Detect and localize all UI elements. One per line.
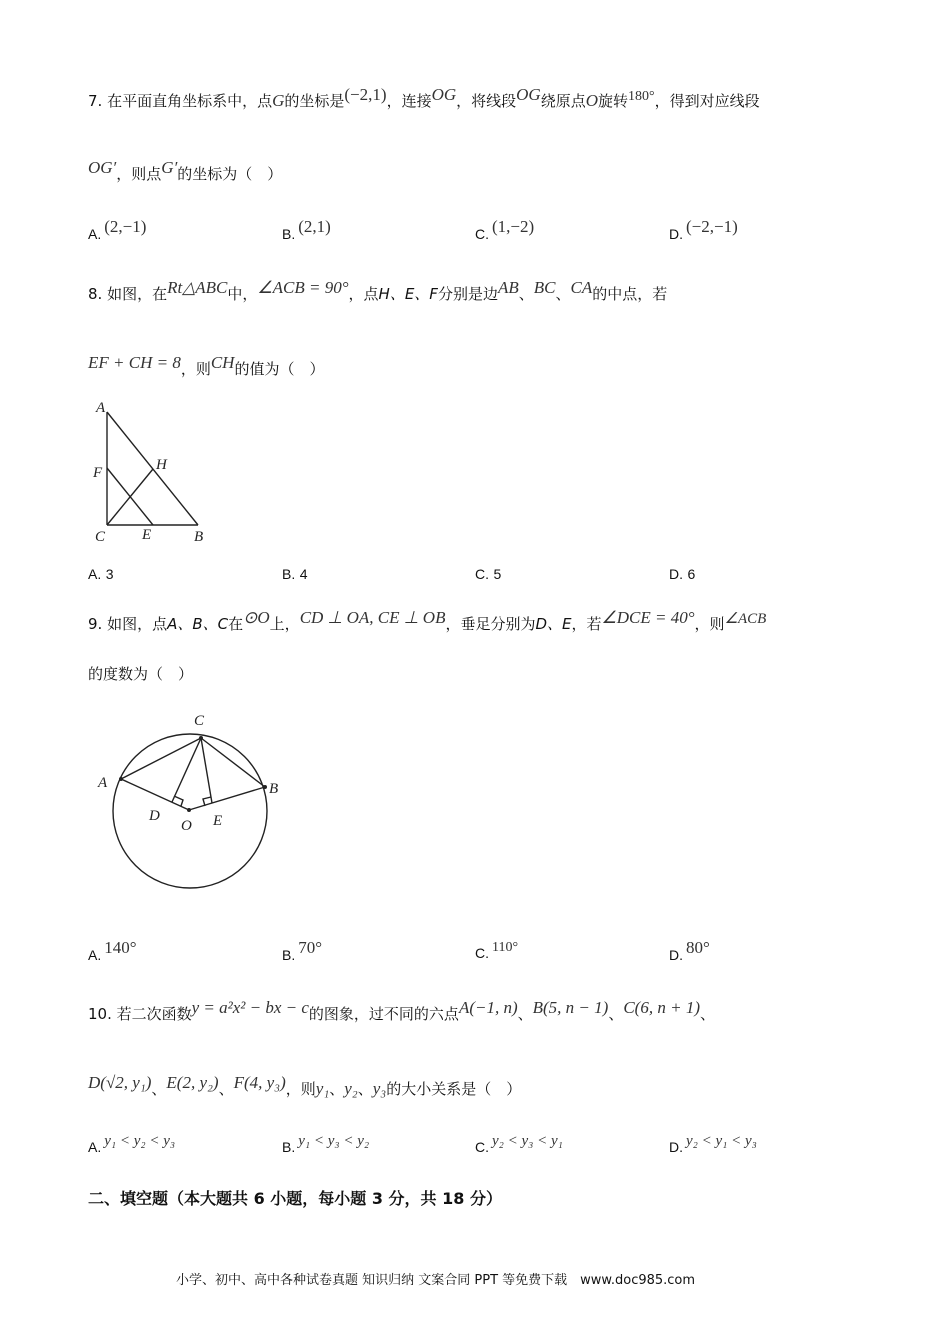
- label-d: D: [149, 808, 160, 824]
- q8-option-a[interactable]: A. 3: [88, 566, 114, 582]
- radius-oa: [121, 779, 189, 810]
- q9-option-c[interactable]: C. 110°: [475, 940, 519, 961]
- chord-cb: [201, 738, 265, 787]
- label-f: F: [93, 465, 103, 481]
- q8-option-d[interactable]: D. 6: [669, 566, 696, 582]
- q9-option-a[interactable]: A. 140°: [88, 938, 137, 963]
- q7-line1: 7. 在平面直角坐标系中，点G的坐标是(−2,1)，连接OG，将线段OG绕原点O旋转180°，得到对应线段: [88, 85, 760, 110]
- q7-option-b[interactable]: B. (2,1): [282, 217, 331, 242]
- label-e: E: [213, 813, 223, 829]
- q7-line2: OG′，则点G′的坐标为（ ）: [88, 158, 283, 183]
- page-footer: 小学、初中、高中各种试卷真题 知识归纳 文案合同 PPT 等免费下载 www.doc985.com: [176, 1273, 696, 1288]
- q9-option-d[interactable]: D. 80°: [669, 938, 710, 963]
- label-c: C: [194, 713, 205, 729]
- label-b: B: [269, 781, 279, 797]
- q7-option-a[interactable]: A. (2,−1): [88, 217, 147, 242]
- label-a: A: [98, 775, 108, 791]
- q8-option-b[interactable]: B. 4: [282, 566, 308, 582]
- segment-ce: [201, 738, 212, 803]
- q7-option-d[interactable]: D. (−2,−1): [669, 217, 738, 242]
- q8-triangle-figure: [88, 395, 218, 550]
- section-heading-fill-in: 二、填空题（本大题共 6 小题，每小题 3 分，共 18 分）: [88, 1189, 502, 1208]
- q9-line1: 9. 如图，点A、B、C在⊙O上，CD ⊥ OA, CE ⊥ OB，垂足分别为D、E，若∠DCE = 40°，则∠ACB: [88, 608, 767, 633]
- q9-circle-figure: [88, 705, 298, 900]
- q10-line2: D(√2, y₁)、E(2, y₂)、F(4, y₃)，则y₁、y₂、y₃的大小关系是（ ）: [88, 1073, 522, 1098]
- q8-line1: 8. 如图，在Rt△ABC中，∠ACB = 90°，点H、E、F分别是边AB、BC、CA的中点，若: [88, 278, 668, 303]
- label-h: H: [156, 457, 167, 473]
- label-a: A: [96, 400, 106, 416]
- q10-option-a[interactable]: A. y₁ < y₂ < y₃: [88, 1133, 176, 1155]
- label-o: O: [181, 818, 192, 834]
- q9-line2: 的度数为（ ）: [88, 665, 194, 683]
- q10-option-d[interactable]: D. y₂ < y₁ < y₃: [669, 1133, 757, 1155]
- q9-option-b[interactable]: B. 70°: [282, 938, 323, 963]
- q8-option-c[interactable]: C. 5: [475, 566, 502, 582]
- segment-cd: [172, 738, 201, 802]
- q10-option-c[interactable]: C. y₂ < y₃ < y₁: [475, 1133, 563, 1155]
- q8-line2: EF + CH = 8，则CH的值为（ ）: [88, 353, 325, 378]
- q7-option-c[interactable]: C. (1,−2): [475, 217, 535, 242]
- label-c: C: [95, 529, 106, 545]
- label-b: B: [194, 529, 204, 545]
- q10-line1: 10. 若二次函数y = a²x² − bx − c的图象，过不同的六点A(−1, n)、B(5, n − 1)、C(6, n + 1)、: [88, 998, 715, 1023]
- radius-ob: [189, 787, 265, 810]
- label-e: E: [142, 527, 152, 543]
- q10-option-b[interactable]: B. y₁ < y₃ < y₂: [282, 1133, 370, 1155]
